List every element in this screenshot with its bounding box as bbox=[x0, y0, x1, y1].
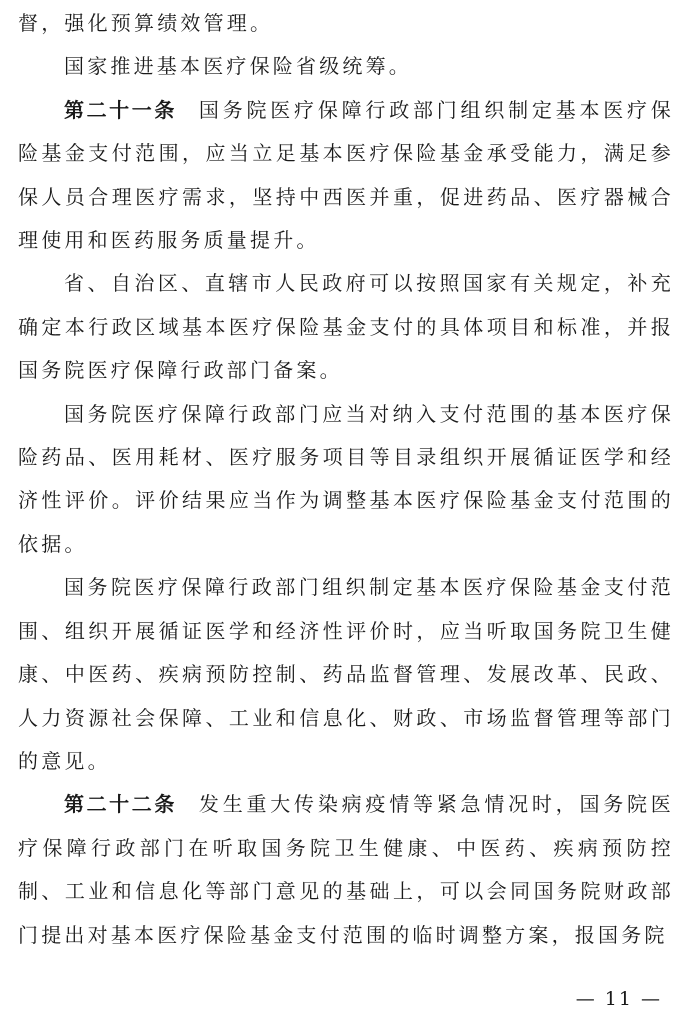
article-22-heading: 第二十二条 bbox=[64, 792, 177, 817]
paragraph-2-text: 国家推进基本医疗保险省级统筹。 bbox=[64, 54, 412, 79]
paragraph-6-text: 国务院医疗保障行政部门组织制定基本医疗保险基金支付范围、组织开展循证医学和经济性评价时，应当听取国务院卫生健康、中医药、疾病预防控制、药品监督管理、发展改革、民政、人力资源社会保障、工业和信息化、财政、市场监督管理等部门的意见。 bbox=[18, 575, 674, 773]
article-21 bbox=[18, 89, 674, 263]
paragraph-5 bbox=[18, 393, 674, 567]
paragraph-5-text: 国务院医疗保障行政部门应当对纳入支付范围的基本医疗保险药品、医用耗材、医疗服务项目等目录组织开展循证医学和经济性评价。评价结果应当作为调整基本医疗保险基金支付范围的依据。 bbox=[18, 401, 674, 556]
paragraph-6 bbox=[18, 566, 674, 783]
article-21-text: 国务院医疗保障行政部门组织制定基本医疗保险基金支付范围，应当立足基本医疗保险基金承受能力，满足参保人员合理医疗需求，坚持中西医并重，促进药品、医疗器械合理使用和医药服务质量提升。 bbox=[18, 97, 675, 253]
article-21-heading: 第二十一条 bbox=[64, 97, 177, 122]
paragraph-1 bbox=[18, 2, 674, 45]
article-22-text: 发生重大传染病疫情等紧急情况时，国务院医疗保障行政部门在听取国务院卫生健康、中医药、疾病预防控制、工业和信息化等部门意见的基础上，可以会同国务院财政部门提出对基本医疗保险基金支付范围的临时调整方案，报国务院 bbox=[18, 792, 675, 947]
paragraph-1-text: 督，强化预算绩效管理。 bbox=[18, 11, 274, 35]
paragraph-4-text: 省、自治区、直辖市人民政府可以按照国家有关规定，补充确定本行政区域基本医疗保险基金支付的具体项目和标准，并报国务院医疗保障行政部门备案。 bbox=[18, 271, 674, 383]
page-number: — 11 — bbox=[575, 988, 662, 1010]
paragraph-2 bbox=[18, 45, 674, 88]
document-body bbox=[18, 2, 674, 957]
paragraph-4 bbox=[18, 262, 674, 392]
article-22 bbox=[18, 783, 674, 957]
